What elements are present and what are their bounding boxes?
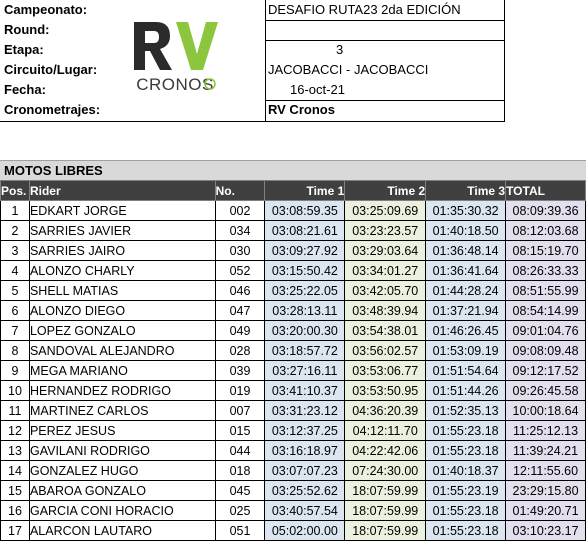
cell-pos: 12 <box>1 421 30 441</box>
table-row[interactable] <box>1 261 586 281</box>
table-row[interactable] <box>1 241 586 261</box>
cell-time3: 01:55:23.19 <box>426 481 506 501</box>
circuito-row <box>0 60 505 80</box>
cell-rider: GONZALEZ HUGO <box>29 461 215 481</box>
cell-time2: 03:53:50.95 <box>345 381 426 401</box>
cell-rider: HERNANDEZ RODRIGO <box>29 381 215 401</box>
cell-time1: 05:02:00.00 <box>265 521 345 541</box>
cell-time1: 03:27:16.11 <box>265 361 345 381</box>
table-row[interactable] <box>1 441 586 461</box>
cell-time3: 01:36:41.64 <box>426 261 506 281</box>
table-row[interactable] <box>1 481 586 501</box>
cell-rider: GARCIA CONI HORACIO <box>29 501 215 521</box>
cell-no: 045 <box>215 481 265 501</box>
cell-pos: 13 <box>1 441 30 461</box>
cell-no: 019 <box>215 381 265 401</box>
cell-no: 030 <box>215 241 265 261</box>
campeonato-row <box>0 0 505 20</box>
cell-total: 01:49:20.71 <box>506 501 586 521</box>
cell-time1: 03:40:57.54 <box>265 501 345 521</box>
logo-r-shape <box>134 22 172 70</box>
cell-total: 11:25:12.13 <box>506 421 586 441</box>
cell-total: 09:01:04.76 <box>506 321 586 341</box>
cell-rider: EDKART JORGE <box>29 201 215 221</box>
cell-pos: 14 <box>1 461 30 481</box>
cell-rider: ALONZO DIEGO <box>29 301 215 321</box>
cell-time1: 03:08:59.35 <box>265 201 345 221</box>
round-row <box>0 20 505 40</box>
table-header-row <box>1 181 586 201</box>
etapa-label: Etapa: <box>4 42 44 57</box>
cell-rider: SANDOVAL ALEJANDRO <box>29 341 215 361</box>
cell-no: 052 <box>215 261 265 281</box>
cell-time3: 01:55:23.18 <box>426 521 506 541</box>
circuito-value: JACOBACCI - JACOBACCI <box>268 62 429 77</box>
cell-rider: SARRIES JAVIER <box>29 221 215 241</box>
cell-pos: 1 <box>1 201 30 221</box>
table-row[interactable] <box>1 281 586 301</box>
cell-time2: 03:56:02.57 <box>345 341 426 361</box>
table-row[interactable] <box>1 421 586 441</box>
cell-time3: 01:35:30.32 <box>426 201 506 221</box>
cell-no: 007 <box>215 401 265 421</box>
col-header-time2[interactable]: Time 2 <box>345 181 426 201</box>
cell-total: 08:12:03.68 <box>506 221 586 241</box>
cell-total: 08:54:14.99 <box>506 301 586 321</box>
cell-rider: LOPEZ GONZALO <box>29 321 215 341</box>
cell-total: 08:15:19.70 <box>506 241 586 261</box>
cell-time3: 01:40:18.50 <box>426 221 506 241</box>
fecha-label: Fecha: <box>4 82 46 97</box>
cell-time1: 03:31:23.12 <box>265 401 345 421</box>
table-row[interactable] <box>1 201 586 221</box>
cell-no: 049 <box>215 321 265 341</box>
cell-rider: ABAROA GONZALO <box>29 481 215 501</box>
cell-total: 09:12:17.52 <box>506 361 586 381</box>
cell-no: 044 <box>215 441 265 461</box>
table-row[interactable] <box>1 321 586 341</box>
cell-no: 046 <box>215 281 265 301</box>
etapa-row <box>0 40 505 60</box>
cell-total: 08:51:55.99 <box>506 281 586 301</box>
etapa-value: 3 <box>336 42 344 57</box>
cell-time2: 03:42:05.70 <box>345 281 426 301</box>
fecha-row <box>0 80 505 100</box>
cell-total: 10:00:18.64 <box>506 401 586 421</box>
cell-time3: 01:37:21.94 <box>426 301 506 321</box>
cell-time2: 04:12:11.70 <box>345 421 426 441</box>
cell-time3: 01:51:54.64 <box>426 361 506 381</box>
cell-pos: 15 <box>1 481 30 501</box>
cell-pos: 3 <box>1 241 30 261</box>
cell-rider: MEGA MARIANO <box>29 361 215 381</box>
cell-pos: 5 <box>1 281 30 301</box>
col-header-no[interactable]: No. <box>215 181 265 201</box>
cell-time3: 01:36:48.14 <box>426 241 506 261</box>
col-header-rider[interactable]: Rider <box>29 181 215 201</box>
cell-time3: 01:53:09.19 <box>426 341 506 361</box>
cell-time2: 03:54:38.01 <box>345 321 426 341</box>
cell-time1: 03:28:13.11 <box>265 301 345 321</box>
cell-time1: 03:25:22.05 <box>265 281 345 301</box>
col-header-time3[interactable]: Time 3 <box>426 181 506 201</box>
cell-pos: 6 <box>1 301 30 321</box>
cell-time1: 03:41:10.37 <box>265 381 345 401</box>
cell-rider: ALARCON LAUTARO <box>29 521 215 541</box>
cell-time3: 01:44:28.24 <box>426 281 506 301</box>
cell-time1: 03:16:18.97 <box>265 441 345 461</box>
logo-v-shape <box>176 22 218 70</box>
cell-time1: 03:08:21.61 <box>265 221 345 241</box>
header-divider <box>0 121 505 122</box>
cell-time2: 18:07:59.99 <box>345 521 426 541</box>
cell-time1: 03:09:27.92 <box>265 241 345 261</box>
cell-time2: 18:07:59.99 <box>345 501 426 521</box>
cell-time2: 18:07:59.99 <box>345 481 426 501</box>
category-title: MOTOS LIBRES <box>4 163 103 178</box>
cell-time1: 03:18:57.72 <box>265 341 345 361</box>
cell-total: 09:08:09.48 <box>506 341 586 361</box>
cell-pos: 8 <box>1 341 30 361</box>
cell-time2: 03:34:01.27 <box>345 261 426 281</box>
results-table <box>0 180 586 541</box>
col-header-pos[interactable]: Pos. <box>1 181 30 201</box>
cell-rider: ALONZO CHARLY <box>29 261 215 281</box>
cell-rider: PEREZ JESUS <box>29 421 215 441</box>
cell-time3: 01:51:44.26 <box>426 381 506 401</box>
table-row[interactable] <box>1 521 586 541</box>
cell-pos: 2 <box>1 221 30 241</box>
cell-time2: 03:53:06.77 <box>345 361 426 381</box>
cell-pos: 9 <box>1 361 30 381</box>
table-row[interactable] <box>1 501 586 521</box>
cell-total: 23:29:15.80 <box>506 481 586 501</box>
cell-pos: 16 <box>1 501 30 521</box>
cell-time2: 04:22:42.06 <box>345 441 426 461</box>
cell-time1: 03:20:00.30 <box>265 321 345 341</box>
cell-total: 12:11:55.60 <box>506 461 586 481</box>
cell-rider: SHELL MATIAS <box>29 281 215 301</box>
cell-pos: 4 <box>1 261 30 281</box>
rv-cronos-logo <box>130 18 220 100</box>
event-info-block <box>0 0 505 122</box>
cell-rider: MARTINEZ CARLOS <box>29 401 215 421</box>
cell-no: 002 <box>215 201 265 221</box>
cell-time1: 03:15:50.42 <box>265 261 345 281</box>
cell-time2: 03:25:09.69 <box>345 201 426 221</box>
cronometrajes-label: Cronometrajes: <box>4 102 101 117</box>
cell-time3: 01:40:18.37 <box>426 461 506 481</box>
cell-time3: 01:55:23.18 <box>426 421 506 441</box>
cell-time3: 01:46:26.45 <box>426 321 506 341</box>
cell-total: 09:26:45.58 <box>506 381 586 401</box>
fecha-value: 16-oct-21 <box>290 82 345 97</box>
cell-no: 018 <box>215 461 265 481</box>
cell-time1: 03:25:52.62 <box>265 481 345 501</box>
round-label: Round: <box>4 22 50 37</box>
cell-total: 11:39:24.21 <box>506 441 586 461</box>
table-row[interactable] <box>1 461 586 481</box>
cell-time2: 03:23:23.57 <box>345 221 426 241</box>
cell-time3: 01:55:23.18 <box>426 441 506 461</box>
cell-time2: 03:29:03.64 <box>345 241 426 261</box>
cell-time3: 01:55:23.18 <box>426 501 506 521</box>
cell-no: 039 <box>215 361 265 381</box>
cell-no: 028 <box>215 341 265 361</box>
cell-rider: SARRIES JAIRO <box>29 241 215 261</box>
cell-pos: 7 <box>1 321 30 341</box>
cell-pos: 17 <box>1 521 30 541</box>
cell-no: 025 <box>215 501 265 521</box>
col-header-total[interactable]: TOTAL <box>506 181 586 201</box>
logo-text: CRONOS <box>136 75 214 94</box>
cell-rider: GAVILANI RODRIGO <box>29 441 215 461</box>
cell-time2: 03:48:39.94 <box>345 301 426 321</box>
table-row[interactable] <box>1 361 586 381</box>
campeonato-value: DESAFIO RUTA23 2da EDICIÓN <box>268 2 461 17</box>
table-row[interactable] <box>1 381 586 401</box>
cell-time2: 07:24:30.00 <box>345 461 426 481</box>
cell-total: 08:26:33.33 <box>506 261 586 281</box>
table-row[interactable] <box>1 341 586 361</box>
category-header <box>0 160 586 182</box>
table-row[interactable] <box>1 401 586 421</box>
table-row[interactable] <box>1 301 586 321</box>
table-row[interactable] <box>1 221 586 241</box>
cell-total: 03:10:23.17 <box>506 521 586 541</box>
cell-time2: 04:36:20.39 <box>345 401 426 421</box>
cell-time3: 01:52:35.13 <box>426 401 506 421</box>
cell-no: 015 <box>215 421 265 441</box>
cell-total: 08:09:39.36 <box>506 201 586 221</box>
cell-time1: 03:07:07.23 <box>265 461 345 481</box>
cell-pos: 10 <box>1 381 30 401</box>
cronometrajes-row <box>0 100 505 120</box>
cell-time1: 03:12:37.25 <box>265 421 345 441</box>
cell-pos: 11 <box>1 401 30 421</box>
circuito-label: Circuito/Lugar: <box>4 62 98 77</box>
cell-no: 034 <box>215 221 265 241</box>
cell-no: 051 <box>215 521 265 541</box>
cell-no: 047 <box>215 301 265 321</box>
cronometrajes-value: RV Cronos <box>268 102 335 117</box>
campeonato-label: Campeonato: <box>4 2 88 17</box>
col-header-time1[interactable]: Time 1 <box>265 181 345 201</box>
